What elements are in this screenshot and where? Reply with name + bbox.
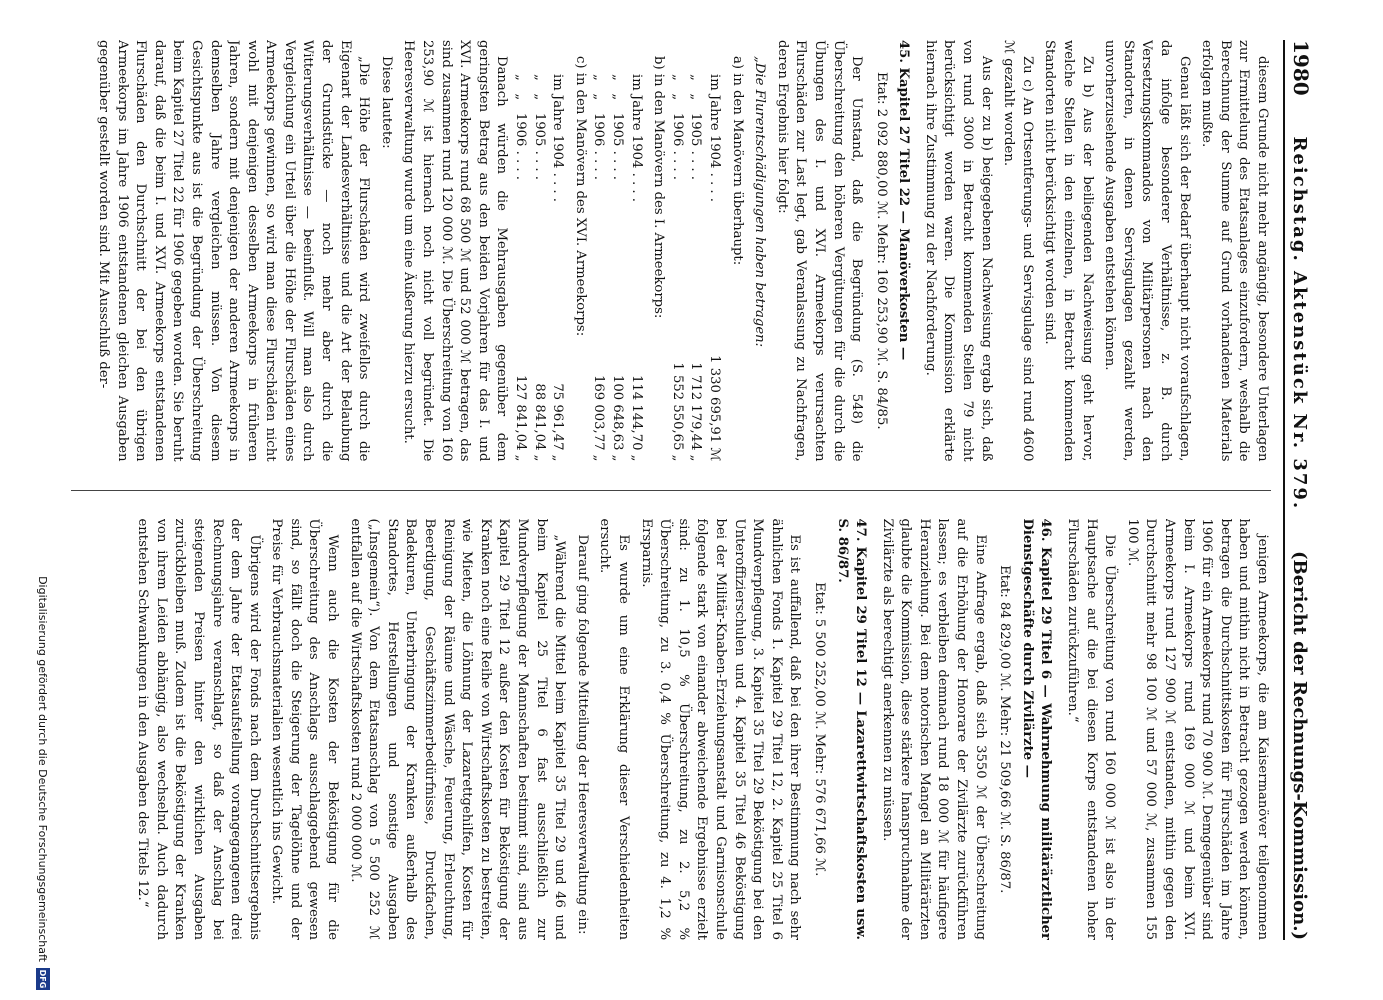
digitization-credit xyxy=(23,0,63,1000)
list-heading: a) in den Manövern überhaupt: xyxy=(729,56,745,266)
paragraph: Es wurde um eine Erklärung dieser Verschiedenheiten ersucht. xyxy=(597,518,631,940)
list-item: „ „ 1905 . . . . 1 712 179,44 „ xyxy=(688,74,704,462)
paragraph: jenigen Armeekorps, die am Kaisermanöver teilgenommen haben und mithin nicht in Betracht gezogen werden können, betragen die Durchschnittskosten für Flurschäden im Jahre 1906 für ein Armeekorps rund 70 900 ℳ. Demgegenüber sind beim I. Armeekorps rund 169 000 ℳ und beim XVI. Armeekorps rund 127 900 ℳ entstanden, mithin gegen den Durchschnitt mehr 98 100 ℳ und 57 000 ℳ, zusammen 155 100 ℳ. xyxy=(1124,518,1270,940)
quote-intro: „Die Flurentschädigungen haben betragen: xyxy=(752,56,768,348)
paragraph: Genau läßt sich der Bedarf überhaupt nicht voraufschlagen, da infolge besonderer Verhältnisse, z. B. durch Versetzungskommandos von Militärpersonen nach den Standorten, in denen Servisgulagen gezahlt werden, unvorherzusehende Ausgaben entstehen können. xyxy=(1102,40,1192,462)
paragraph: Es ist auffallend, daß bei den ihrer Bestimmung nach sehr ähnlichen Fonds 1. Kapitel 29 Titel 12, 2. Kapitel 25 Titel 6 Mundverpflegung, 3. Kapitel 35 Titel 29 Beköstigung bei den Unteroffizierschulen und 4. Kapitel 35 Titel 46 Beköstigung bei der Militär-Knaben-Erziehungsanstalt und Garnisonschule folgende stark von einander abweichende Ergebnisse erzielt sind: zu 1. 10,5 % Überschreitung, zu 2. 5,2 % Überschreitung, zu 3. 0,4 % Überschreitung, zu 4. 1,2 % Ersparnis. xyxy=(638,518,803,940)
paragraph: Darauf ging folgende Mitteilung der Heeresverwaltung ein: xyxy=(574,534,590,935)
document-page xyxy=(63,40,1323,940)
paragraph: Übrigens wird der Fonds nach dem Durchschnittsergebnis der dem Jahre der Etatsaufstellung vorangegangenen drei Rechnungsjahre veranschlagt, so daß der Anschlag bei steigenden Preisen hinter den wirklichen Ausgaben zurückbleiben muß. Zudem ist die Beköstigung der Kranken von ihrem Leiden abhängig, also wechselnd. Auch dadurch entstehen Schwankungen in den Ausgaben des Titels 12.“ xyxy=(135,518,262,940)
list-item: im Jahre 1904 . . . . 114 144,70 „ xyxy=(628,74,644,462)
paragraph: Danach würden die Mehrausgaben gegenüber dem geringsten Betrag aus den beiden Vorjahren für das I. und XVI. Armeekorps rund 68 500 ℳ und 52 000 ℳ betragen, das sind zusammen rund 120 000 ℳ. Die Überschreitung von 160 253,90 ℳ ist hiernach noch nicht voll begründet. Die Heeresverwaltung wurde um eine Äußerung hierzu ersucht. xyxy=(401,40,510,462)
paragraph: Diese lautete: xyxy=(378,56,394,149)
list-item: im Jahre 1904 . . . . 75 961,47 „ xyxy=(550,74,566,462)
item-heading: 47. Kapitel 29 Titel 12 — Lazarettwirtschaftskosten usw. S. 86/87. xyxy=(834,518,869,940)
list-item: „ „ 1905 . . . . 100 648,63 „ xyxy=(610,74,625,462)
list-heading: b) in den Manövern des I. Armeekorps: xyxy=(651,56,667,319)
credit-text: Digitalisierung gefördert durch die Deutsche Forschungsgemeinschaft xyxy=(36,576,50,962)
paragraph: Eine Anfrage ergab, daß sich 3550 ℳ der Überschreitung auf die Erhöhung der Honorare der Zivilärzte zurückführen lassen; es verbleiben demnach rund 18 000 ℳ für häufigere Heranziehung. Bei dem notorischen Mangel an Militärärzten glaubte die Kommission, diese stärkere Inanspruchnahme der Zivilärzte als berechtigt anerkennen zu müssen. xyxy=(879,518,988,940)
column-divider xyxy=(71,490,1271,491)
paragraph: Der Umstand, daß die Begründung (S. 548) die Überschreitung den höheren Vergütungen für die durch die Übungen des I. und XVI. Armeekorps verursachten Flurschäden zur Last legt, gab Veranlassung zu Nachfragen, deren Ergebnis hier folgt: xyxy=(774,40,865,462)
paragraph: Zu c) An Ortsentferungs- und Servisgulage sind rund 4600 ℳ gezahlt worden. xyxy=(1001,40,1035,462)
list-item: „ „ 1906 . . . . 127 841,04 „ xyxy=(513,74,529,462)
paragraph: Zu b) Aus der beiliegenden Nachweisung geht hervor, welche Stellen in den einzelnen, in Betracht kommenden Standorten nicht berücksichtigt worden sind. xyxy=(1042,40,1095,462)
item-heading: 45. Kapitel 27 Titel 22 — Manöverkosten — xyxy=(896,40,912,361)
amount-list-c xyxy=(510,40,566,462)
page-number: 1980 xyxy=(1289,40,1313,96)
paragraph: „Während die Mittel beim Kapitel 35 Titel 29 und 46 und beim Kapitel 25 Titel 6 fast ausschließlich zur Mundverpflegung der Mannschaften bestimmt sind, sind aus Kapitel 29 Titel 12 außer den Kosten für Beköstigung der Kranken noch eine Reihe von Wirtschaftskosten zu bestreiten, wie Mieten, die Löhnung der Lazarettgehilfen, Kosten für Reinigung der Räume und Wäsche, Feuerung, Erleuchtung, Beerdigung, Geschäftszimmerbedürfnisse, Druckfachen, Badekuren, Unterbringung der Kranken außerhalb des Standortes, Herstellungen und sonstige Ausgaben („Insgemein“). Von dem Etatsanschlag von 5 500 252 ℳ entfallen auf die Wirtschaftskosten rund 2 000 000 ℳ. xyxy=(347,518,568,940)
left-column xyxy=(71,40,1271,462)
amount-list-a xyxy=(667,40,723,462)
etat-line: Etat: 84 829,00 ℳ. Mehr: 21 509,66 ℳ. S. 86/87. xyxy=(997,565,1013,894)
etat-line: Etat: 5 500 252,00 ℳ. Mehr: 576 671,66 ℳ. xyxy=(811,582,827,877)
paragraph: Wenn auch die Kosten der Beköstigung für die Überschreitung des Anschlags ausschlaggebend gewesen sind, so fällt doch die Steigerung der Tagelöhne und der Preise für Verbrauchsmaterialien wesentlich ins Gewicht. xyxy=(269,518,341,940)
item-heading: 46. Kapitel 29 Titel 6 — Wahrnehmung militärärztlicher Dienstgeschäfte durch Zivilärzte — xyxy=(1019,518,1054,940)
dfg-logo-icon: DFG xyxy=(36,968,50,990)
list-item: „ „ 1906 . . . . 1 552 550,65 „ xyxy=(669,74,685,462)
list-item: „ „ 1905 . . . . 88 841,04 „ xyxy=(531,74,547,462)
text-columns xyxy=(71,40,1271,940)
page-header xyxy=(1283,40,1323,940)
section-title: (Bericht der Rechnungs-Kommission.) xyxy=(1289,551,1310,940)
page-title: Reichstag. Aktenstück Nr. 379. xyxy=(1289,136,1310,511)
list-item: im Jahre 1904 . . . . 1 330 695,91 ℳ xyxy=(706,74,722,462)
etat-line: Etat: 2 092 880,00 ℳ. Mehr: 160 253,90 ℳ. S. 84/85. xyxy=(873,71,889,430)
list-item: „ „ 1906 . . . . 169 003,77 „ xyxy=(591,74,607,462)
amount-list-b xyxy=(589,40,645,462)
paragraph: „Die Höhe der Flurschäden wird zweifellos durch die Eigenart der Landesverhältnisse und die Art der Belaubung der Grundstücke — noch mehr aber durch die Witterungsverhältnisse — beeinflußt. Will man also durch Vergleichung ein Urteil über die Höhe der Flurschäden eines Armeekorps gewinnen, so wird man diese Flurschäden nicht wohl mit denjenigen desselben Armeekorps in früheren Jahren, sondern mit denjenigen der anderen Armeekorps in demselben Jahre vergleichen müssen. Von diesem Gesichtspunkte aus ist die Begründung der Überschreitung beim Kapitel 27 Titel 22 für 1906 gegeben worden. Sie beruht darauf, daß die beim I. und XVI. Armeekorps entstandenen Flurschäden den Durchschnitt der bei den übrigen Armeekorps im Jahre 1906 entstandenen gleichen Ausgaben gegenüber gestellt worden sind. Mit Ausschluß der- xyxy=(95,40,372,462)
list-heading: c) in den Manövern des XVI. Armeekorps: xyxy=(572,56,588,337)
paragraph: diesem Grunde nicht mehr angängig, besondere Unterlagen zur Ermittelung des Etatsanlages einzufordern, weshalb die Berechnung der Summe auf Grund vorhandenen Materials erfolgen mußte. xyxy=(1199,40,1270,462)
paragraph: Aus der zu b) beigegebenen Nachweisung ergab sich, daß von rund 3000 in Betracht kommenden Stellen 79 nicht berücksichtigt worden waren. Die Kommission erklärte hiernach ihre Zustimmung zu der Nachforderung. xyxy=(922,40,994,462)
paragraph: Die Überschreitung von rund 160 000 ℳ ist also in der Hauptsache auf die bei diesen Korps entstandenen hoher Flurschäden zurückzuführen.“ xyxy=(1065,518,1118,940)
right-column xyxy=(71,519,1271,941)
